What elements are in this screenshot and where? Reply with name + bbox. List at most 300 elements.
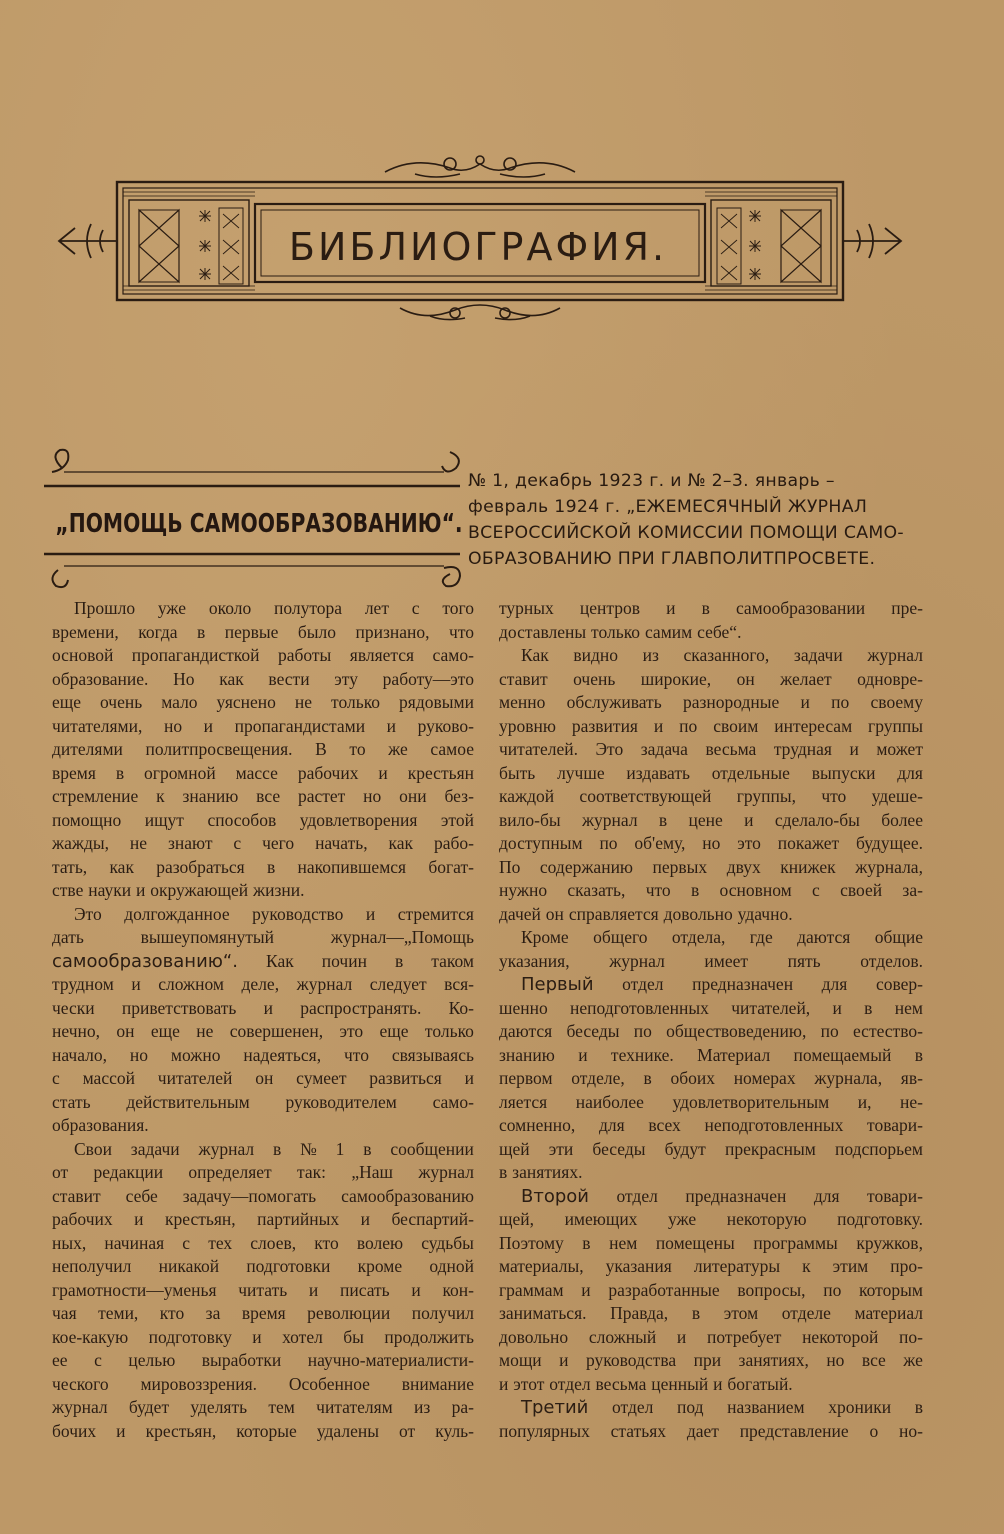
word: общего [593,927,648,947]
text-line [52,644,474,668]
word: самообразовании [735,598,866,618]
word: и [581,1279,591,1300]
word: в [582,1232,591,1253]
word: как [109,856,134,877]
word: Как [266,950,294,971]
word: желает [780,668,832,689]
text-line [52,1208,474,1232]
text-line [52,1302,474,1326]
word: полутора [273,598,343,618]
word: признано, [355,621,430,642]
word: рабо- [433,833,474,853]
word: знают [167,833,213,853]
text-line [499,903,923,927]
word: предназначен [692,974,794,994]
word: задачи [130,1138,180,1159]
word: слоев, [250,1232,297,1253]
text-line [499,1020,923,1044]
word: в [658,809,668,830]
word: теми, [98,1303,139,1323]
word: связываясь [391,1044,474,1065]
word: естество- [852,1021,923,1041]
word: чески [52,997,95,1018]
word: уже [668,1209,697,1229]
word: издавать [626,762,690,783]
word: журнал [581,809,638,830]
word: знанию [499,1044,555,1065]
word: вся- [444,974,474,994]
word: популярных [499,1420,590,1441]
word: первых [652,856,708,877]
text-line [52,1044,474,1068]
section-title: „ПОМОЩЬ САМООБРАЗОВАНИЮ“. [55,509,463,539]
word: когда [138,621,178,642]
word: для [897,762,923,783]
word: было [297,621,337,642]
text-line [499,926,923,950]
word: журнала, [814,1068,883,1088]
word: общие [874,927,923,947]
word: № [300,1138,317,1159]
word: задачу—помогать [182,1185,317,1206]
word: дачей [499,903,541,924]
word: основой [52,645,114,665]
text-line [52,903,474,927]
word: не [129,833,148,853]
word: уровню [499,715,556,736]
word: но [363,786,382,806]
citation-line: февраль 1924 г. „ЕЖЕМЕСЯЧНЫЙ ЖУРНАЛ [468,497,868,517]
word: только [424,1021,474,1041]
word: но [702,833,721,853]
word: только [331,692,381,712]
word: огромной [144,762,216,783]
word: и [832,997,842,1018]
word: удовлетворения [299,809,418,830]
word: он [116,1021,135,1041]
word: будущее. [856,833,923,853]
left-column [52,597,474,1443]
word: для [598,1115,625,1135]
text-line [52,1396,474,1420]
word: программы [753,1232,838,1253]
word: что [821,786,847,806]
text-line [499,597,923,621]
text-line [499,1161,923,1185]
word: литературы [693,1256,781,1276]
word: цене [688,809,723,830]
word: Особенное [288,1373,370,1394]
word: и [203,715,214,736]
text-line [499,1067,923,1091]
word: журнал—„Помощь [330,927,474,947]
word: развиться [369,1068,442,1088]
word: двух [726,856,761,877]
word: и [744,809,754,830]
word: предназначен [685,1185,787,1206]
word: с [94,1350,102,1370]
word: что [645,880,671,900]
word: ставит [499,668,548,689]
word: и [365,903,376,924]
text-line [52,1020,474,1044]
text-line [499,1302,923,1326]
word: Это [74,903,102,924]
word: науки [88,880,132,900]
word: себе [125,1185,158,1206]
text-line [52,1091,474,1115]
word: по [831,692,850,712]
word: и [131,974,141,994]
text-line [499,785,923,809]
text-line [499,691,923,715]
word: более [881,809,923,830]
word: партийных [257,1209,340,1229]
word: первом [499,1068,553,1088]
word: граммам [499,1279,564,1300]
word: растет [297,786,346,806]
word: задача [640,739,688,759]
word: своему [870,692,923,712]
word: по- [899,1326,923,1347]
text-line [52,1255,474,1279]
word: хроники [828,1397,892,1417]
word: нечно, [52,1021,100,1041]
text-line [52,1349,474,1373]
word: в [499,1162,508,1182]
word: только [591,621,641,642]
word: в [266,856,276,877]
word: разнородные [682,692,780,712]
word: массе [235,762,278,783]
word: дать [52,927,84,947]
text-line [499,1349,923,1373]
word: очень [100,692,143,712]
word: очень [573,668,616,689]
word: и [653,715,664,736]
text-line [52,997,474,1021]
word: по [820,1021,839,1041]
word: определяет [188,1162,272,1182]
word: помещены [655,1232,735,1253]
word: имеет [704,950,749,971]
word: указания [605,1256,672,1276]
word: Первый [521,974,594,995]
word: ляется [499,1091,548,1112]
text-line [52,1326,474,1350]
word: в [643,1068,652,1088]
word: вопросы, [737,1279,806,1300]
word: ставит [52,1185,101,1206]
text-line [52,1067,474,1091]
word: Поэтому [499,1232,564,1253]
word: не- [900,1091,923,1112]
word: для [813,1185,840,1206]
citation-line: ВСЕРОССИЙСКОЙ КОМИССИИ ПОМОЩИ САМО- [468,523,904,543]
word: и [676,1326,687,1347]
word: долгожданное [124,903,230,924]
word: работы [277,645,332,665]
text-line [52,973,474,997]
word: отдела, [671,927,726,947]
word: задачи [793,645,843,665]
word: что [449,621,474,642]
word: в [363,1138,372,1159]
word: отделе, [571,1068,625,1088]
text-line [499,668,923,692]
word: развития [571,715,638,736]
word: нужно [499,880,548,900]
word: видно [573,645,618,665]
word: за- [902,880,923,900]
word: и [578,1044,588,1065]
word: кто [314,1232,339,1253]
word: трудном [52,974,114,994]
word: того [442,598,474,618]
word: в [115,762,125,783]
word: целью [128,1350,176,1370]
word: политпросвещения. [145,739,293,759]
word: кон- [442,1279,474,1300]
word: сложный [588,1326,657,1347]
word: так: [297,1162,326,1182]
word: с [411,598,420,618]
citation-line: ОБРАЗОВАНИЮ ПРИ ГЛАВПОЛИТПРОСВЕТЕ. [468,549,876,569]
word: менно [499,692,546,712]
word: чего [262,833,295,853]
word: окружающей [150,880,249,900]
text-line [499,832,923,856]
word: в [394,950,404,971]
right-column [499,597,923,1443]
word: образования. [52,1115,149,1135]
word: читателей [157,1068,233,1088]
word: научно-материалисти- [307,1350,474,1370]
bibliographic-citation [468,468,928,572]
word: подготовки [246,1256,331,1276]
word: сомненно, [499,1115,576,1135]
word: подспорьем [834,1138,923,1159]
word: сложном [158,974,224,994]
word: довольно [663,903,733,924]
word: образование. [52,668,149,689]
word: даются [499,1021,553,1041]
word: и [116,1420,126,1441]
word: мощи [499,1350,542,1370]
word: в [691,1303,701,1323]
word: еще [379,1021,409,1041]
word: Третий [521,1397,589,1418]
word: удалены [316,1420,379,1441]
word: которые [236,1420,297,1441]
word: обществоведению, [666,1021,807,1041]
text-line [499,1091,923,1115]
word: эту [334,668,358,689]
word: тех [208,1232,233,1253]
word: про- [890,1256,923,1276]
word: как [219,668,244,689]
word: ценный [651,1373,709,1394]
word: при [693,1350,722,1370]
text-line [499,809,923,833]
word: крестьян, [165,1209,236,1229]
text-line [499,1255,923,1279]
word: время [241,1303,286,1323]
word: ных, [52,1232,87,1253]
word: центров [579,598,641,618]
word: эти [548,1138,574,1159]
word: и [800,692,810,712]
word: начать, [315,833,368,853]
word: занятиях, [738,1350,809,1370]
word: уделять [190,1397,248,1417]
word: все [861,1350,886,1370]
word: лет [364,598,389,618]
word: отдел [612,1397,654,1417]
text-line [52,785,474,809]
word: удачно. [737,903,793,924]
word: распространять. [300,997,422,1018]
word: получил [411,1303,474,1323]
word: по [823,1279,842,1300]
word: пропагандистами [234,715,366,736]
word: сумеет [296,1068,347,1088]
text-line [52,1138,474,1162]
word: писать [340,1279,390,1300]
word: и [666,598,676,618]
word: работу—это [382,668,474,689]
word: быть [499,762,536,783]
word: шенно [499,997,548,1018]
word: выпуски [811,762,876,783]
word: удеше- [871,786,923,806]
word: в [864,997,873,1018]
word: Ко- [448,997,474,1018]
word: первые [224,621,279,642]
word: от [52,1162,69,1182]
word: с [182,1232,191,1253]
word: для [821,974,848,994]
text-line [52,1420,474,1444]
word: пропагандисткой [131,645,260,665]
text-line [499,1185,923,1209]
text-line [499,1044,923,1068]
text-line [52,1161,474,1185]
word: вило-бы [499,809,561,830]
word: журнал [296,974,353,994]
word: и [849,739,859,759]
word: сказать, [567,880,626,900]
word: и [134,1209,144,1229]
word: знанию [182,786,239,806]
word: рабочих [52,1209,113,1229]
word: своей [840,880,883,900]
word: куль- [435,1420,474,1441]
word: от [399,1420,416,1441]
word: Кроме [521,927,569,947]
word: беседы [566,1021,620,1041]
word: группы [868,715,923,736]
word: время [52,762,96,783]
word: же [903,1350,923,1370]
word: представление [739,1420,849,1441]
word: они [399,786,427,806]
word: сказанного, [683,645,770,665]
word: руководителем [285,1091,397,1112]
word: за [205,1303,221,1323]
text-line [52,879,474,903]
word: доставлены [499,621,587,642]
word: весьма [595,1373,647,1394]
word: стве [52,880,84,900]
word: руково- [417,715,474,736]
word: не [294,692,313,712]
word: начало, [52,1044,108,1065]
word: совершенен, [229,1021,324,1041]
word: то [349,739,366,759]
word: наиболее [575,1091,644,1112]
word: Правда, [610,1303,669,1323]
word: по [633,1021,652,1041]
word: журнал [609,950,665,971]
word: жизни. [253,880,305,900]
word: никакой [158,1256,220,1276]
word: редакции [93,1162,164,1182]
word: беспартий- [391,1209,474,1229]
word: же [388,739,408,759]
word: под [677,1397,704,1417]
word: чая [52,1303,77,1323]
word: рядовыми [399,692,474,712]
word: что [344,1044,369,1065]
word: неполучил [52,1256,132,1276]
word: кроме [357,1256,403,1276]
word: богатый. [727,1373,793,1394]
word: и [559,1350,569,1370]
word: совер- [875,974,923,994]
text-line [52,1232,474,1256]
word: технике. [610,1044,674,1065]
word: руководство [252,903,344,924]
word: еще [52,692,82,712]
word: справляется [568,903,659,924]
word: щей [499,1138,530,1159]
word: в [914,1044,923,1065]
word: сделало-бы [774,809,860,830]
word: крестьян [407,762,474,783]
word: 1 [335,1138,345,1159]
word: он [255,1068,274,1088]
word: ищут [144,809,184,830]
word: кружков, [856,1232,923,1253]
word: подготовку [148,1326,232,1347]
word: но [826,1350,845,1370]
word: яв- [900,1068,923,1088]
word: но [163,715,183,736]
word: своим [713,715,759,736]
word: бы [343,1326,364,1347]
text-line [499,1373,923,1397]
word: доступным [499,833,583,853]
text-line [499,1396,923,1420]
word: товари- [867,1115,923,1135]
word: материал [854,1303,923,1323]
word: и [136,880,146,900]
text-line [499,715,923,739]
word: В [315,739,327,759]
text-line [52,597,474,621]
word: материалы, [499,1256,584,1276]
